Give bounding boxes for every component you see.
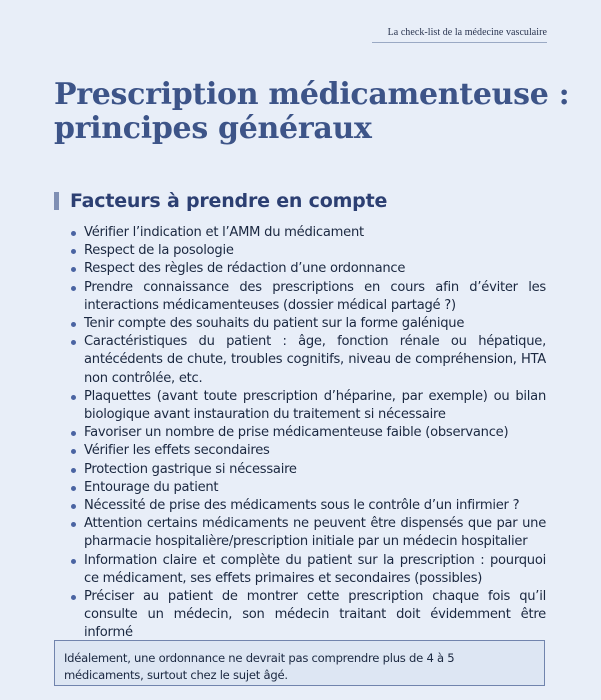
list-item: Vérifier les effets secondaires xyxy=(84,442,546,460)
section-heading-bar xyxy=(54,192,59,210)
page-title: Prescription médicamenteuse : principes généraux xyxy=(54,77,570,146)
list-item: Respect de la posologie xyxy=(84,242,546,260)
running-header: La check-list de la médecine vasculaire xyxy=(387,27,547,38)
section-heading-text: Facteurs à prendre en compte xyxy=(70,190,388,212)
list-item: Respect des règles de rédaction d’une ordonnance xyxy=(84,260,546,278)
factors-list xyxy=(84,224,546,643)
list-item: Prendre connaissance des prescriptions en cours afin d’éviter les interactions médicamenteuses (dossier médical partagé ?) xyxy=(84,279,546,315)
list-item: Nécessité de prise des médicaments sous le contrôle d’un infirmier ? xyxy=(84,497,546,515)
note-box: Idéalement, une ordonnance ne devrait pas comprendre plus de 4 à 5 médicaments, surtout chez le sujet âgé. xyxy=(54,640,545,686)
list-item: Protection gastrique si nécessaire xyxy=(84,461,546,479)
list-item: Information claire et complète du patient sur la prescription : pourquoi ce médicament, ses effets primaires et secondaires (possibles) xyxy=(84,552,546,588)
header-rule xyxy=(372,42,547,43)
list-item: Préciser au patient de montrer cette prescription chaque fois qu’il consulte un médecin, son médecin traitant doit évidemment être informé xyxy=(84,588,546,643)
list-item: Caractéristiques du patient : âge, fonction rénale ou hépatique, antécédents de chute, troubles cognitifs, niveau de compréhension, HTA non contrôlée, etc. xyxy=(84,333,546,388)
list-item: Plaquettes (avant toute prescription d’héparine, par exemple) ou bilan biologique avant instauration du traitement si nécessaire xyxy=(84,388,546,424)
list-item: Attention certains médicaments ne peuvent être dispensés que par une pharmacie hospitalière/prescription initiale par un médecin hospitalier xyxy=(84,515,546,551)
section-heading xyxy=(54,190,387,212)
list-item: Tenir compte des souhaits du patient sur la forme galénique xyxy=(84,315,546,333)
list-item: Vérifier l’indication et l’AMM du médicament xyxy=(84,224,546,242)
list-item: Entourage du patient xyxy=(84,479,546,497)
list-item: Favoriser un nombre de prise médicamenteuse faible (observance) xyxy=(84,424,546,442)
